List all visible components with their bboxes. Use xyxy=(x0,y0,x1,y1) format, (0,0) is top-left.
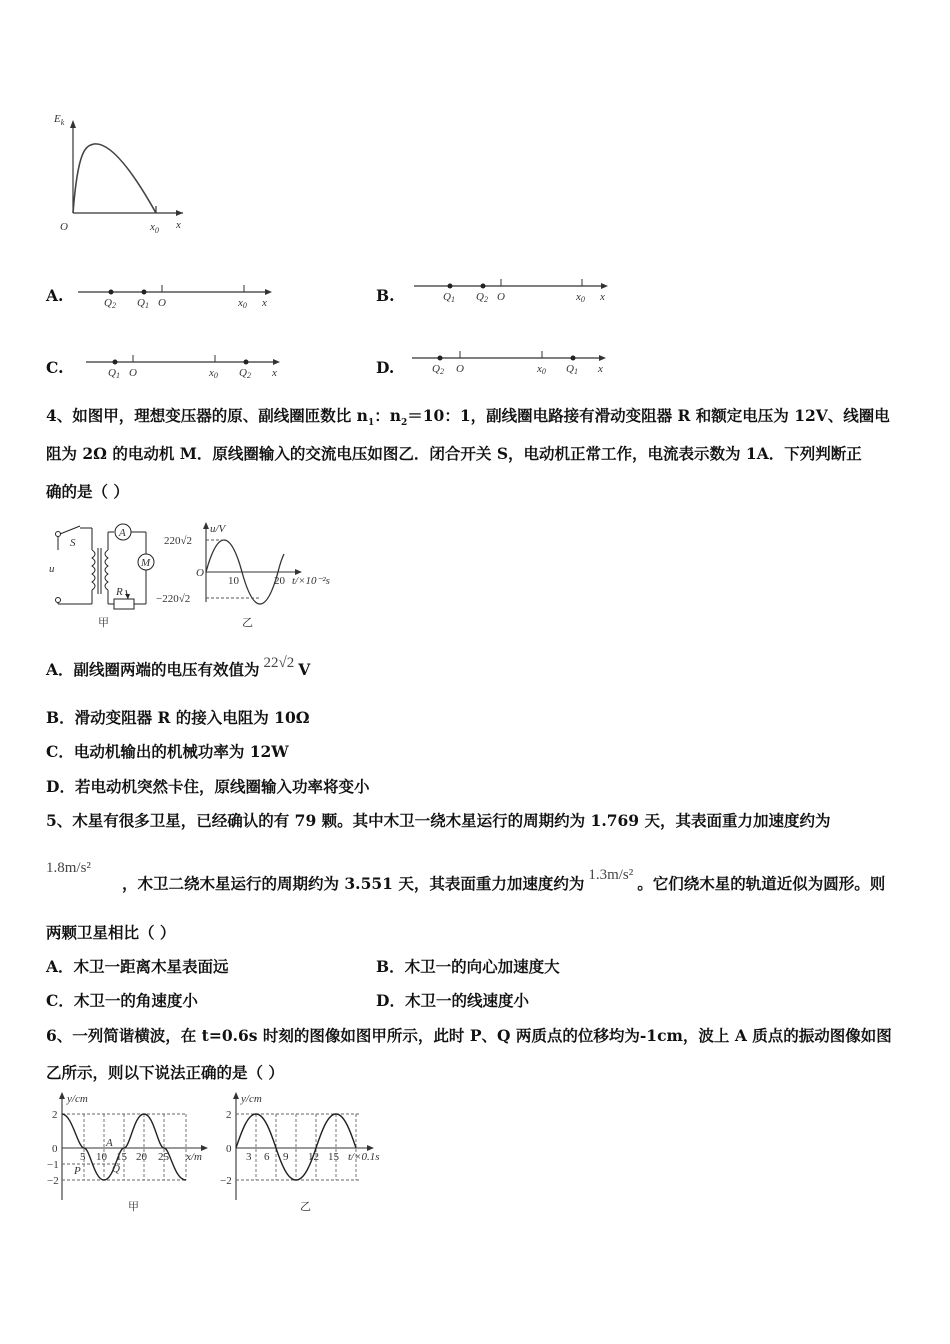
svg-text:y/cm: y/cm xyxy=(67,1093,88,1105)
svg-text:Q2: Q2 xyxy=(476,291,488,304)
svg-text:x: x xyxy=(600,291,605,303)
svg-text:O: O xyxy=(129,367,137,379)
q4-option-a[interactable]: A．副线圈两端的电压有效值为 22√2 V xyxy=(46,655,311,679)
q4-option-b[interactable]: B．滑动变阻器 R 的接入电阻为 10Ω xyxy=(46,708,310,727)
svg-text:Q2: Q2 xyxy=(432,363,444,376)
q6-stem-line2: 乙所示，则以下说法正确的是（ ） xyxy=(46,1063,284,1082)
svg-text:0: 0 xyxy=(226,1143,232,1155)
svg-text:P: P xyxy=(74,1165,81,1177)
svg-text:O: O xyxy=(158,297,166,309)
sqrt-formula: 22√2 xyxy=(263,655,295,671)
svg-text:x: x xyxy=(598,363,603,375)
svg-text:x: x xyxy=(262,297,267,309)
svg-text:R: R xyxy=(116,586,123,598)
q4-stem-line3: 确的是（ ） xyxy=(46,482,129,501)
svg-text:Q2: Q2 xyxy=(239,367,251,380)
svg-text:u: u xyxy=(49,563,55,575)
option-c-label[interactable]: C. xyxy=(46,358,64,377)
svg-text:S: S xyxy=(70,537,76,549)
q4-stem-line2: 阻为 2Ω 的电动机 M．原线圈输入的交流电压如图乙．闭合开关 S，电动机正常工作，电流表示数为 1A．下列判断正 xyxy=(46,444,862,463)
q6-vibration-graph-yi xyxy=(222,1090,402,1215)
svg-text:x/m: x/m xyxy=(186,1151,202,1163)
svg-text:x0: x0 xyxy=(238,297,247,310)
svg-text:Q2: Q2 xyxy=(104,297,116,310)
q5-option-a[interactable]: A．木卫一距离木星表面远 xyxy=(46,957,229,976)
option-a-label[interactable]: A. xyxy=(46,286,64,305)
svg-text:x0: x0 xyxy=(537,363,546,376)
fig-yi-label-q6: 乙 xyxy=(300,1201,311,1213)
svg-text:O: O xyxy=(456,363,464,375)
svg-text:20: 20 xyxy=(136,1151,147,1163)
svg-text:220√2: 220√2 xyxy=(164,535,193,547)
option-b-label[interactable]: B. xyxy=(376,286,395,305)
q5-stem-line2: ，木卫二绕木星运行的周期约为 3.551 天，其表面重力加速度约为 1.3m/s² 。它们绕木星的轨道近似为圆形。则 xyxy=(122,867,886,893)
svg-text:Q: Q xyxy=(112,1163,120,1175)
svg-text:Q1: Q1 xyxy=(108,367,120,380)
svg-text:Q1: Q1 xyxy=(443,291,455,304)
q5-stem-line3: 两颗卫星相比（ ） xyxy=(46,923,176,942)
svg-text:x0: x0 xyxy=(576,291,585,304)
svg-text:x0: x0 xyxy=(209,367,218,380)
svg-text:t/×0.1s: t/×0.1s xyxy=(348,1151,380,1163)
svg-text:15: 15 xyxy=(116,1151,127,1163)
x-axis-label: x xyxy=(176,219,181,231)
option-b-number-line xyxy=(414,276,614,306)
ek-axis-label: $E_k$ xyxy=(54,113,65,127)
svg-text:u/V: u/V xyxy=(210,523,226,535)
svg-text:15: 15 xyxy=(328,1151,339,1163)
svg-text:2: 2 xyxy=(52,1109,58,1121)
q5-option-b[interactable]: B．木卫一的向心加速度大 xyxy=(376,957,560,976)
svg-text:−2: −2 xyxy=(220,1175,232,1187)
svg-text:20: 20 xyxy=(274,575,285,587)
option-d-label[interactable]: D. xyxy=(376,358,395,377)
option-c-number-line xyxy=(86,352,286,382)
svg-text:y/cm: y/cm xyxy=(241,1093,262,1105)
q4-option-c[interactable]: C．电动机输出的机械功率为 12W xyxy=(46,742,289,761)
svg-text:A: A xyxy=(106,1137,113,1149)
svg-text:−1: −1 xyxy=(47,1159,59,1171)
q5-g1: 1.8m/s² xyxy=(46,860,91,876)
option-d-number-line xyxy=(412,348,612,378)
svg-text:10: 10 xyxy=(96,1151,107,1163)
fig-jia-label-q6: 甲 xyxy=(128,1201,139,1213)
svg-text:Q1: Q1 xyxy=(566,363,578,376)
origin-label: O xyxy=(60,221,68,233)
svg-text:0: 0 xyxy=(52,1143,58,1155)
q5-option-d[interactable]: D．木卫一的线速度小 xyxy=(376,991,529,1010)
svg-text:2: 2 xyxy=(226,1109,232,1121)
q5-g2: 1.3m/s² xyxy=(588,867,634,883)
fig-jia-label: 甲 xyxy=(98,617,109,629)
x0-label: $x_0$ xyxy=(150,221,159,235)
q4-stem-line1: 4、如图甲，理想变压器的原、副线圈匝数比 $n_1$：$n_2=10$：1，副线圈电路接有滑动变阻器 R 和额定电压为 12V、线圈电 xyxy=(46,406,890,429)
svg-text:−2: −2 xyxy=(47,1175,59,1187)
svg-text:O: O xyxy=(497,291,505,303)
svg-text:O: O xyxy=(196,567,204,579)
svg-text:10: 10 xyxy=(228,575,239,587)
svg-text:−220√2: −220√2 xyxy=(156,593,191,605)
svg-text:t/×10⁻²s: t/×10⁻²s xyxy=(292,575,330,587)
svg-text:6: 6 xyxy=(264,1151,270,1163)
q6-wave-graph-jia xyxy=(46,1090,221,1215)
q4-circuit-diagram xyxy=(46,520,166,630)
svg-text:A: A xyxy=(119,527,126,539)
q4-voltage-graph xyxy=(156,520,360,630)
q5-stem-line1: 5、木星有很多卫星，已经确认的有 79 颗。其中木卫一绕木星运行的周期约为 1.769 天，其表面重力加速度约为 xyxy=(46,811,831,830)
fig-yi-label: 乙 xyxy=(242,617,253,629)
q5-option-c[interactable]: C．木卫一的角速度小 xyxy=(46,991,198,1010)
svg-text:9: 9 xyxy=(283,1151,289,1163)
svg-text:25: 25 xyxy=(158,1151,169,1163)
svg-text:5: 5 xyxy=(80,1151,86,1163)
svg-text:12: 12 xyxy=(308,1151,319,1163)
svg-text:x: x xyxy=(272,367,277,379)
q4-option-d[interactable]: D．若电动机突然卡住，原线圈输入功率将变小 xyxy=(46,777,370,796)
ek-x-graph xyxy=(48,108,198,238)
option-a-number-line xyxy=(78,282,278,312)
svg-text:3: 3 xyxy=(246,1151,252,1163)
svg-text:M: M xyxy=(141,557,151,569)
svg-text:Q1: Q1 xyxy=(137,297,149,310)
q6-stem-line1: 6、一列简谐横波，在 t=0.6s 时刻的图像如图甲所示，此时 P、Q 两质点的位移均为-1cm，波上 A 质点的振动图像如图 xyxy=(46,1026,892,1045)
